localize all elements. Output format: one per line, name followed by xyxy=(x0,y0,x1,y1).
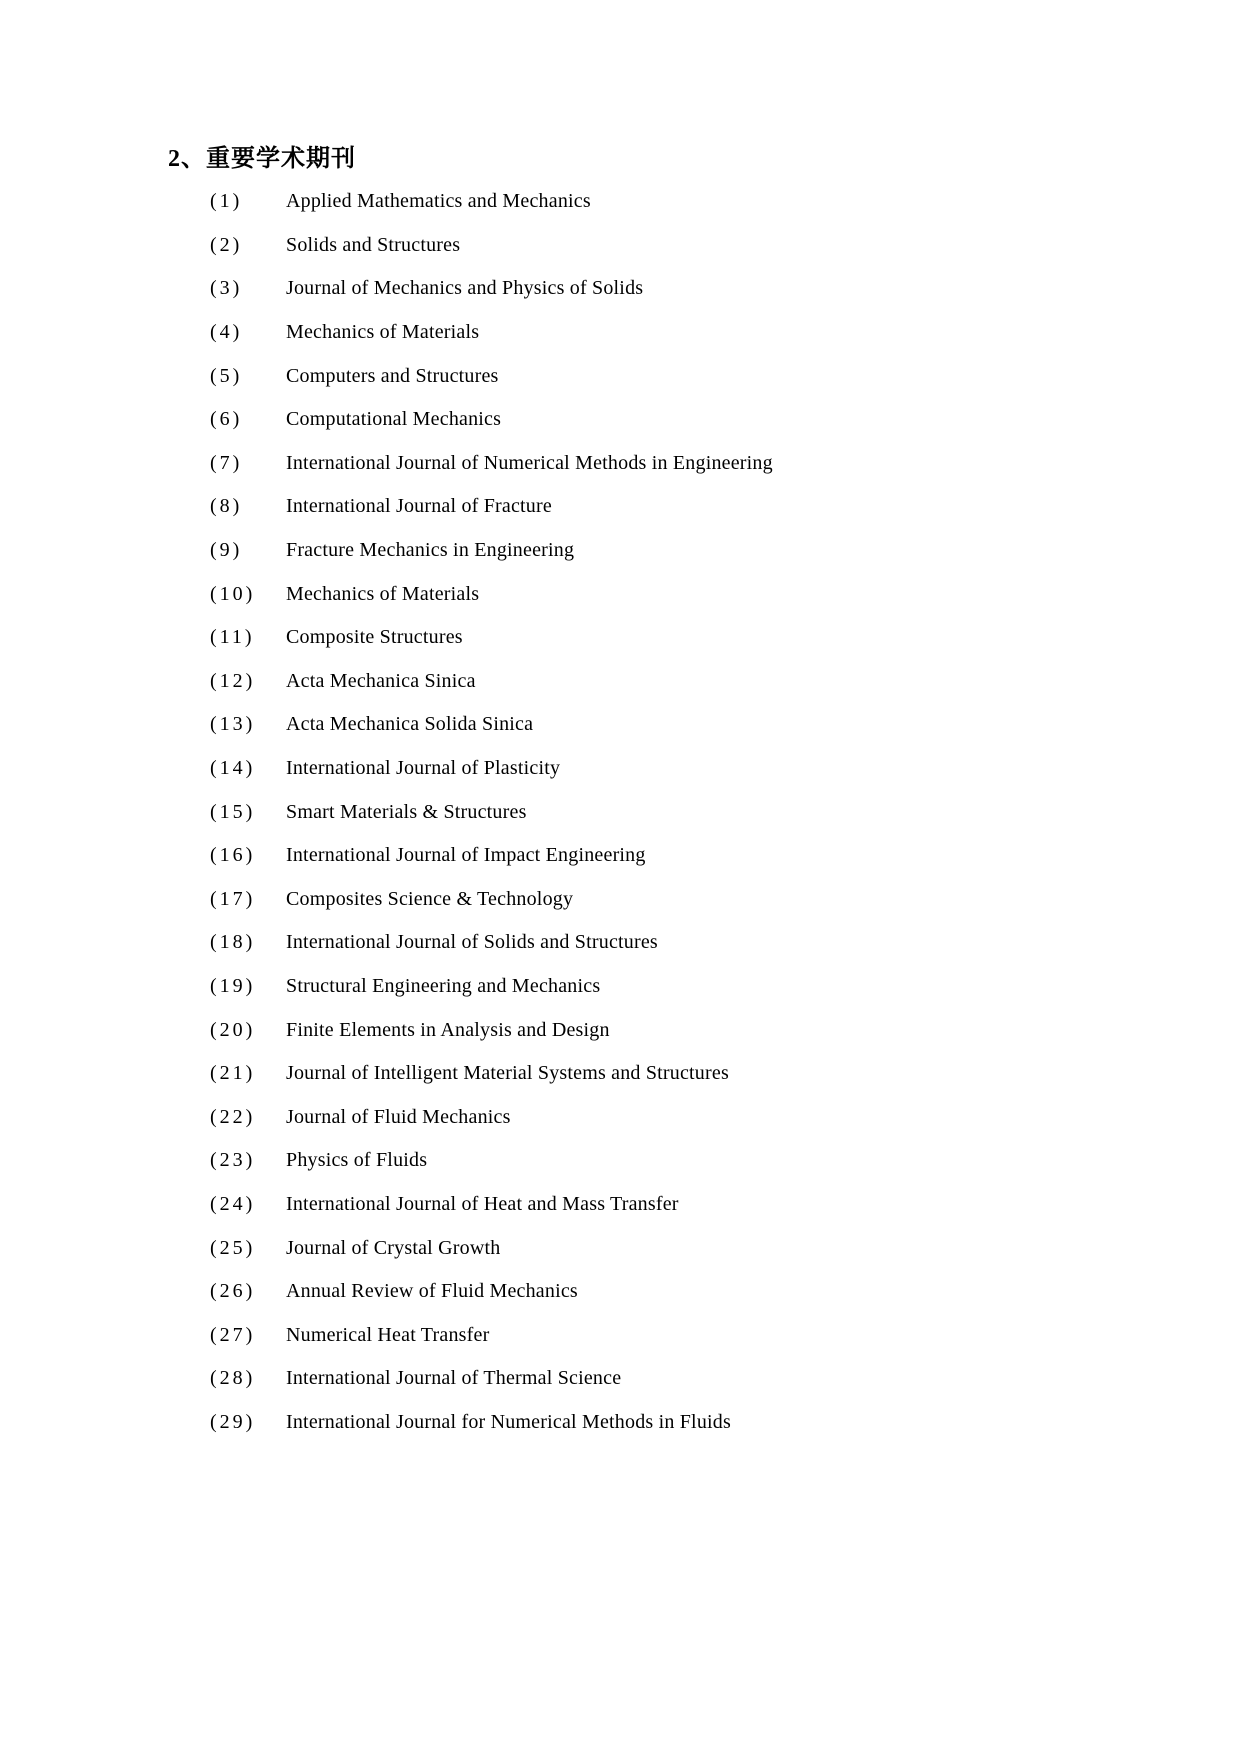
journal-name: Composite Structures xyxy=(286,626,463,649)
journal-name: Physics of Fluids xyxy=(286,1149,428,1172)
item-number: (25) xyxy=(210,1236,256,1259)
journal-list-item xyxy=(210,442,1170,486)
item-number: (22) xyxy=(210,1105,256,1128)
journal-name: Computational Mechanics xyxy=(286,408,502,431)
item-number: (7) xyxy=(210,451,243,474)
item-number: (14) xyxy=(210,757,256,780)
item-number: (23) xyxy=(210,1149,256,1172)
item-number: (3) xyxy=(210,277,243,300)
journal-list-item xyxy=(210,1357,1170,1401)
journal-name: International Journal of Solids and Structures xyxy=(286,931,658,954)
journal-list-item xyxy=(210,224,1170,268)
item-number: (16) xyxy=(210,844,256,867)
item-number: (15) xyxy=(210,800,256,823)
journal-list-item xyxy=(210,1052,1170,1096)
journal-list-item xyxy=(210,965,1170,1009)
journal-list-item xyxy=(210,747,1170,791)
item-number: (8) xyxy=(210,495,243,518)
journal-name: Annual Review of Fluid Mechanics xyxy=(286,1280,578,1303)
journal-name: Mechanics of Materials xyxy=(286,321,480,344)
item-number: (4) xyxy=(210,321,243,344)
journal-list-item xyxy=(210,354,1170,398)
journal-list-item xyxy=(210,398,1170,442)
item-number: (2) xyxy=(210,233,243,256)
item-number: (20) xyxy=(210,1018,256,1041)
item-number: (27) xyxy=(210,1323,256,1346)
journal-list-item xyxy=(210,529,1170,573)
journal-name: Acta Mechanica Sinica xyxy=(286,669,476,692)
journal-list-item xyxy=(210,1183,1170,1227)
journal-list-item xyxy=(210,485,1170,529)
journal-list-item xyxy=(210,790,1170,834)
item-number: (24) xyxy=(210,1192,256,1215)
journal-name: International Journal for Numerical Methods in Fluids xyxy=(286,1410,731,1433)
journal-list-item xyxy=(210,267,1170,311)
journal-name: Computers and Structures xyxy=(286,364,499,387)
journal-list-item xyxy=(210,921,1170,965)
item-number: (13) xyxy=(210,713,256,736)
item-number: (21) xyxy=(210,1062,256,1085)
journal-name: Composites Science & Technology xyxy=(286,887,574,910)
journal-list-item xyxy=(210,1313,1170,1357)
item-number: (19) xyxy=(210,974,256,997)
item-number: (11) xyxy=(210,626,255,649)
journal-name: Journal of Intelligent Material Systems and Structures xyxy=(286,1062,729,1085)
journal-name: Structural Engineering and Mechanics xyxy=(286,974,601,997)
item-number: (9) xyxy=(210,539,243,562)
journal-name: Journal of Crystal Growth xyxy=(286,1236,501,1259)
item-number: (17) xyxy=(210,887,256,910)
journal-name: International Journal of Impact Engineering xyxy=(286,844,646,867)
journal-list-item xyxy=(210,878,1170,922)
item-number: (6) xyxy=(210,408,243,431)
journal-list-item xyxy=(210,834,1170,878)
journal-list-item xyxy=(210,1139,1170,1183)
item-number: (29) xyxy=(210,1410,256,1433)
journal-list-item xyxy=(210,1270,1170,1314)
journal-list-item xyxy=(210,1008,1170,1052)
journal-name: Mechanics of Materials xyxy=(286,582,480,605)
journal-list-item xyxy=(210,1401,1170,1445)
journal-list-item xyxy=(210,180,1170,224)
journal-name: International Journal of Heat and Mass Transfer xyxy=(286,1192,679,1215)
item-number: (5) xyxy=(210,364,243,387)
journal-name: Numerical Heat Transfer xyxy=(286,1323,490,1346)
journal-list-item xyxy=(210,1226,1170,1270)
journal-name: Solids and Structures xyxy=(286,233,461,256)
journal-list-item xyxy=(210,703,1170,747)
journal-name: International Journal of Plasticity xyxy=(286,757,561,780)
journal-list-item xyxy=(210,616,1170,660)
journal-list-item xyxy=(210,311,1170,355)
item-number: (10) xyxy=(210,582,256,605)
journal-name: Smart Materials & Structures xyxy=(286,800,527,823)
journal-name: Fracture Mechanics in Engineering xyxy=(286,539,575,562)
journal-name: Applied Mathematics and Mechanics xyxy=(286,190,591,213)
item-number: (28) xyxy=(210,1367,256,1390)
journal-list-item xyxy=(210,1095,1170,1139)
journal-list-item xyxy=(210,660,1170,704)
journal-name: Acta Mechanica Solida Sinica xyxy=(286,713,534,736)
journal-name: International Journal of Numerical Methods in Engineering xyxy=(286,451,773,474)
journal-name: Finite Elements in Analysis and Design xyxy=(286,1018,610,1041)
item-number: (1) xyxy=(210,190,243,213)
journal-name: International Journal of Thermal Science xyxy=(286,1367,622,1390)
item-number: (26) xyxy=(210,1280,256,1303)
journal-name: International Journal of Fracture xyxy=(286,495,552,518)
item-number: (12) xyxy=(210,669,256,692)
journal-list-item xyxy=(210,572,1170,616)
journal-name: Journal of Fluid Mechanics xyxy=(286,1105,511,1128)
section-title: 2、重要学术期刊 xyxy=(168,146,356,172)
item-number: (18) xyxy=(210,931,256,954)
journal-list xyxy=(210,180,1170,1444)
journal-name: Journal of Mechanics and Physics of Solids xyxy=(286,277,644,300)
